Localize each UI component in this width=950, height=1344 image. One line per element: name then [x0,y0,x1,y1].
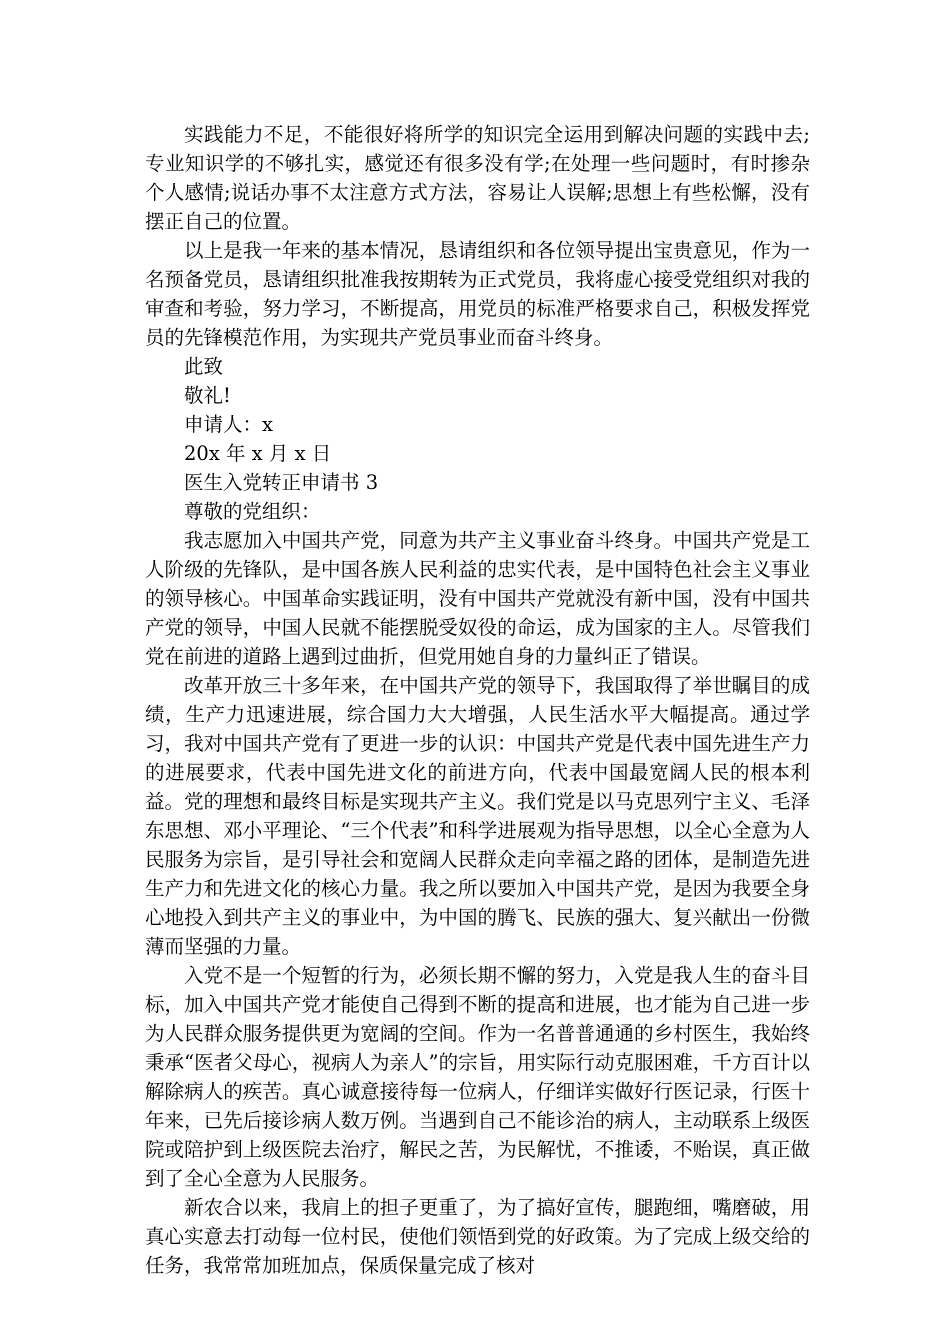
closing-salute: 敬礼! [184,384,231,407]
paragraph-doctor-service: 入党不是一个短暂的行为，必须长期不懈的努力，入党是我人生的奋斗目标，加入中国共产党才能使自己得到不断的提高和进展，也才能为自己进一步为人民群众服务提供更为宽阔的空间。作为一名普普通通的乡村医生，我始终秉承“医者父母心，视病人为亲人”的宗旨，用实际行动克服困难，千方百计以解除病人的疾苦。真心诚意接待每一位病人，仔细详实做好行医记录，行医十年来，已先后接诊病人数万例。当遇到自己不能诊治的病人，主动联系上级医院或陪护到上级医院去治疗，解民之苦，为民解忧，不推诿，不贻误，真正做到了全心全意为人民服务。 [145,964,810,1190]
paragraph-practice-shortcomings: 实践能力不足，不能很好将所学的知识完全运用到解决问题的实践中去;专业知识学的不够扎实，感觉还有很多没有学;在处理一些问题时，有时掺杂个人感情;说话办事不太注意方式方法，容易让人误解;思想上有些松懈，没有摆正自己的位置。 [145,123,810,233]
applicant-line: 申请人：x [184,413,273,436]
salutation: 尊敬的党组织： [184,500,321,523]
paragraph-new-rural-coop: 新农合以来，我肩上的担子更重了，为了搞好宣传，腿跑细，嘴磨破，用真心实意去打动每一位村民，使他们领悟到党的好政策。为了完成上级交给的任务，我常常加班加点，保质保量完成了核对 [145,1196,810,1277]
document-page [145,120,810,1280]
date-line: 20x 年 x 月 x 日 [184,442,332,465]
paragraph-summary-request: 以上是我一年来的基本情况，恳请组织和各位领导提出宝贵意见，作为一名预备党员，恳请组织批准我按期转为正式党员，我将虚心接受党组织对我的审查和考验，努力学习，不断提高，用党员的标准严格要求自己，积极发挥党员的先锋模范作用，为实现共产党员事业而奋斗终身。 [145,239,810,349]
paragraph-volunteer: 我志愿加入中国共产党，同意为共产主义事业奋斗终身。中国共产党是工人阶级的先锋队，是中国各族人民利益的忠实代表，是中国特色社会主义事业的领导核心。中国革命实践证明，没有中国共产党就没有新中国，没有中国共产党的领导，中国人民就不能摆脱受奴役的命运，成为国家的主人。尽管我们党在前进的道路上遇到过曲折，但党用她自身的力量纠正了错误。 [145,529,810,668]
section-title: 医生入党转正申请书 3 [184,471,379,494]
paragraph-reform: 改革开放三十多年来，在中国共产党的领导下，我国取得了举世瞩目的成绩，生产力迅速进展，综合国力大大增强，人民生活水平大幅提高。通过学习，我对中国共产党有了更进一步的认识：中国共产党是代表中国先进生产力的进展要求，代表中国先进文化的前进方向，代表中国最宽阔人民的根本利益。党的理想和最终目标是实现共产主义。我们党是以马克思列宁主义、毛泽东思想、邓小平理论、“三个代表”和科学进展观为指导思想，以全心全意为人民服务为宗旨，是引导社会和宽阔人民群众走向幸福之路的团体，是制造先进生产力和先进文化的核心力量。我之所以要加入中国共产党，是因为我要全身心地投入到共产主义的事业中，为中国的腾飞、民族的强大、复兴献出一份微薄而坚强的力量。 [145,674,810,958]
closing-greeting: 此致 [184,355,224,378]
